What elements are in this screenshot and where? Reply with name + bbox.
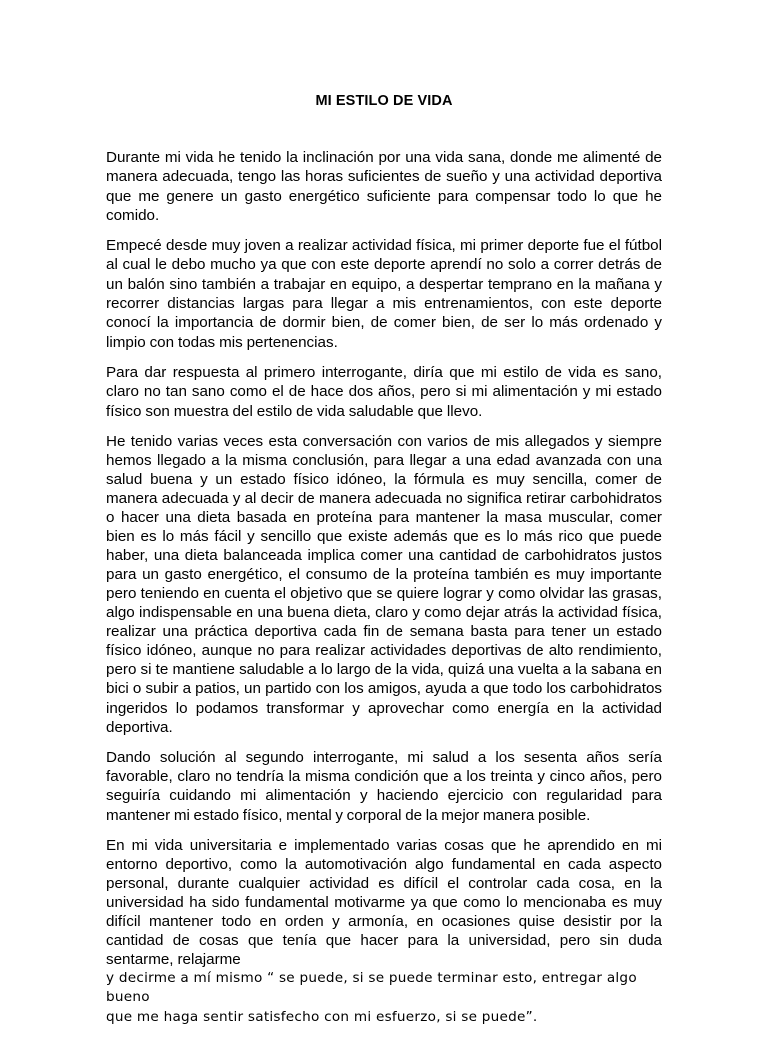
document-title: MI ESTILO DE VIDA <box>315 93 453 109</box>
paragraph-last <box>106 836 662 1027</box>
paragraph-last-line-three: que me haga sentir satisfecho con mi esfuerzo, si se puede”. <box>106 1008 538 1025</box>
paragraph: Empecé desde muy joven a realizar actividad física, mi primer deporte fue el fútbol al cual le debo mucho ya que con este deporte aprendí no solo a correr detrás de un balón sino también a trabajar en equipo, a despertar temprano en la mañana y recorrer distancias largas para llegar a mis entrenamientos, con este deporte conocí la importancia de dormir bien, de comer bien, de ser lo más ordenado y limpio con todas mis pertenencias. <box>106 237 662 351</box>
paragraph: Durante mi vida he tenido la inclinación por una vida sana, donde me alimenté de manera adecuada, tengo las horas suficientes de sueño y una actividad deportiva que me genere un gasto energético suficiente para compensar todo lo que he comido. <box>106 149 662 224</box>
document-body <box>106 148 662 1038</box>
paragraph: He tenido varias veces esta conversación con varios de mis allegados y siempre hemos llegado a la misma conclusión, para llegar a una edad avanzada con una salud buena y un estado físico idóneo, la fórmula es muy sencilla, comer de manera adecuada y al decir de manera adecuada no significa retirar carbohidratos o hacer una dieta basada en proteína para mantener la masa muscular, comer bien es lo más fácil y sencillo que existe además que es lo más rico que puede haber, una dieta balanceada implica comer una cantidad de carbohidratos justos para un gasto energético, el consumo de la proteína también es muy importante pero teniendo en cuenta el objetivo que se quiere lograr y como olvidar las grasas, algo indispensable en una buena dieta, claro y como dejar atrás la actividad física, realizar una práctica deportiva cada fin de semana basta para tener un estado físico idóneo, aunque no para realizar actividades deportivas de alto rendimiento, pero si te mantiene saludable a lo largo de la vida, quizá una vuelta a la sabana en bici o subir a patios, un partido con los amigos, ayuda a que todo los carbohidratos ingeridos lo podamos transformar y aprovechar como energía en la actividad deportiva. <box>106 432 662 736</box>
paragraph-last-line-two: y decirme a mí mismo “ se puede, si se puede terminar esto, entregar algo bueno <box>106 970 637 1006</box>
paragraph: Dando solución al segundo interrogante, mi salud a los sesenta años sería favorable, claro no tendría la misma condición que a los treinta y cinco años, pero seguiría cuidando mi alimentación y haciendo ejercicio con regularidad para mantener mi estado físico, mental y corporal de la mejor manera posible. <box>106 748 662 824</box>
paragraph-last-text: En mi vida universitaria e implementado varias cosas que he aprendido en mi entorno deportivo, como la automotivación algo fundamental en cada aspecto personal, durante cualquier actividad es difícil el controlar cada cosa, en la universidad ha sido fundamental motivarme ya que como lo mencionaba es muy difícil mantener todo en orden y armonía, en ocasiones quise desistir por la cantidad de cosas que tenía que hacer para la universidad, pero sin duda sentarme, relajarme <box>106 836 662 969</box>
paragraph: Para dar respuesta al primero interrogante, diría que mi estilo de vida es sano, claro no tan sano como el de hace dos años, pero si mi alimentación y mi estado físico son muestra del estilo de vida saludable que llevo. <box>106 363 662 420</box>
